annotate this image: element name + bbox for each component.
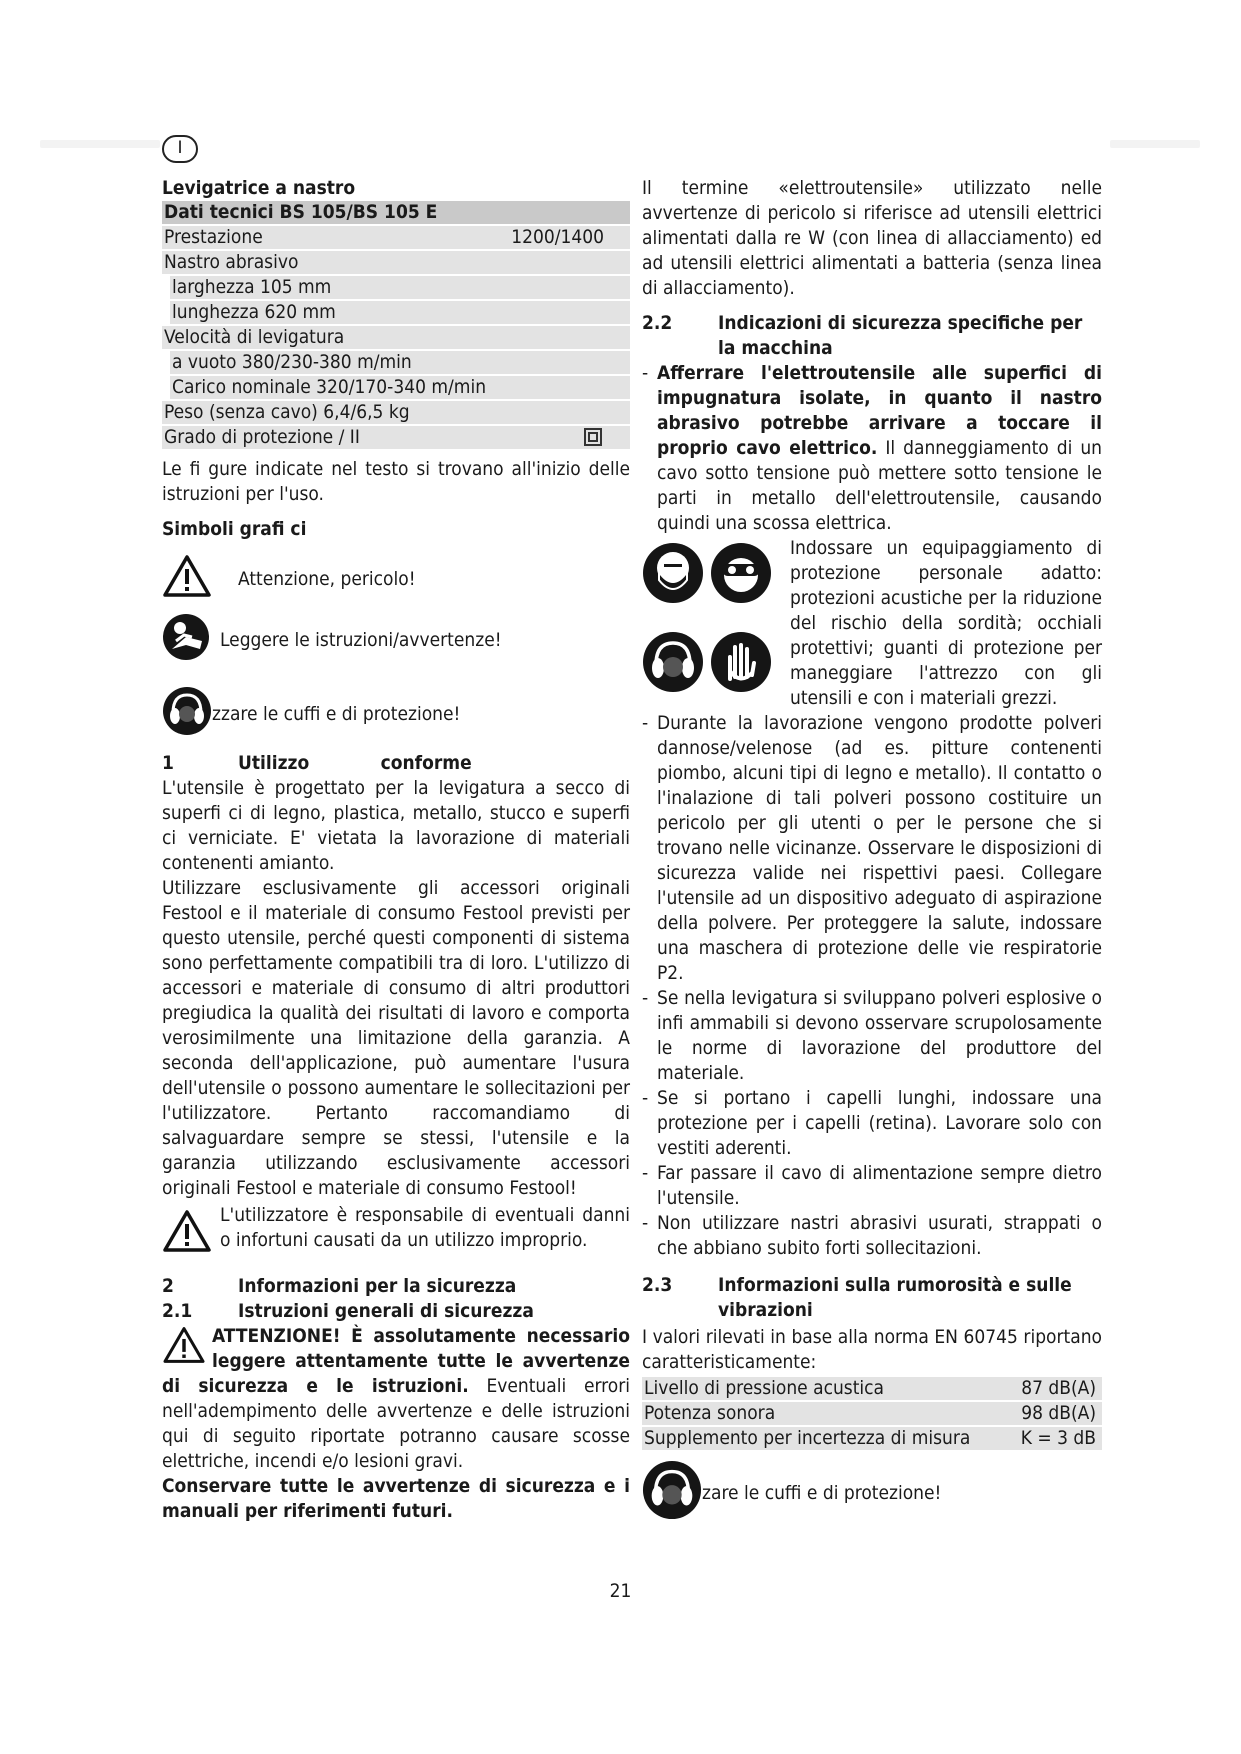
- row-value: 1200/1400: [511, 226, 604, 248]
- section-2-3-heading: [642, 1273, 1102, 1323]
- list-item: - Se nella levigatura si sviluppano polveri esplosive o infi ammabili si devono osservare scrupolosamente le norme di lavorazione del produttore del materiale.: [642, 986, 1102, 1086]
- table-row: [642, 1427, 1102, 1450]
- scan-artifact: [40, 140, 160, 148]
- warning-triangle-icon: [162, 554, 212, 605]
- ear-protection-icon: [642, 631, 704, 712]
- table-row: [162, 326, 630, 349]
- section-2-1-heading: [162, 1299, 630, 1324]
- section-title: Istruzioni generali di sicurezza: [238, 1300, 534, 1322]
- table-row: [170, 301, 630, 324]
- symbol-ear-protection: [162, 686, 630, 743]
- noise-intro: I valori rilevati in base alla norma EN 60745 riportano caratteristicamente:: [642, 1326, 1102, 1373]
- page-number: 21: [609, 1580, 632, 1602]
- left-column: [162, 176, 630, 1524]
- section-2-heading: [162, 1274, 630, 1299]
- product-title: Levigatrice a nastro: [162, 177, 356, 199]
- section-number: 2.2: [642, 312, 673, 334]
- figures-note: Le fi gure indicate nel testo si trovano all'inizio delle istruzioni per l'uso.: [162, 458, 630, 505]
- double-insulation-icon: [584, 428, 602, 449]
- symbol-warning-text: Attenzione, pericolo!: [238, 568, 416, 590]
- respirator-mask-icon: [642, 542, 704, 623]
- user-responsibility-text: L'utilizzatore è responsabile di eventuali danni o infortuni causati da un utilizzo improprio.: [220, 1204, 630, 1251]
- keep-instructions-text: Conservare tutte le avvertenze di sicurezza e i manuali per riferimenti futuri.: [162, 1475, 630, 1522]
- language-badge: I: [162, 135, 198, 163]
- list-item: - Far passare il cavo di alimentazione sempre dietro l'utensile.: [642, 1161, 1102, 1211]
- warning-triangle-icon: [162, 1326, 206, 1371]
- table-row: [162, 401, 630, 424]
- table-row: [162, 226, 630, 249]
- read-manual-icon: [162, 613, 210, 668]
- symbol-warning: [162, 554, 630, 605]
- row-label: Supplemento per incertezza di misura: [644, 1427, 971, 1449]
- ear-protection-icon: [642, 1460, 702, 1527]
- row-label: Livello di pressione acustica: [644, 1377, 885, 1399]
- attention-block: [162, 1324, 630, 1474]
- power-tool-definition: Il termine «elettroutensile» utilizzato nelle avvertenze di pericolo si riferisce ad utensili elettrici alimentati dalla re W (con linea di allacciamento) ed ad utensili elettrici alimentati a batteria (senza linea di allacciamento).: [642, 177, 1102, 299]
- symbols-heading: Simboli grafi ci: [162, 518, 307, 540]
- tech-data-table: [162, 201, 630, 449]
- gloves-icon: [710, 631, 772, 712]
- section-number: 2.3: [642, 1274, 673, 1296]
- section-1-heading: [162, 751, 630, 776]
- list-item: - Non utilizzare nastri abrasivi usurati, strappati o che abbiano subito forti sollecitazioni.: [642, 1211, 1102, 1261]
- attention-bold: ATTENZIONE! È assolutamente necessario leggere attentamente tutte le avvertenze di sicurezza e le istruzioni.: [162, 1325, 630, 1397]
- row-value: K = 3 dB: [1020, 1427, 1096, 1449]
- row-label: Velocità di levigatura: [164, 326, 345, 348]
- section-number: 1: [162, 752, 174, 774]
- safety-list: [642, 361, 1102, 536]
- scan-artifact: [1110, 140, 1200, 148]
- section-number: 2: [162, 1275, 174, 1297]
- user-responsibility-warning: [162, 1203, 630, 1260]
- section-title: Informazioni sulla rumorosità e sulle vibrazioni: [718, 1274, 1072, 1321]
- row-label: larghezza 105 mm: [172, 276, 332, 298]
- ear-protection-note: [642, 1460, 1102, 1527]
- symbol-read-manual: [162, 613, 630, 668]
- row-label: Peso (senza cavo) 6,4/6,5 kg: [164, 401, 410, 423]
- list-item: - Durante la lavorazione vengono prodotte polveri dannose/velenose (ad es. pitture contenenti piombo, alcuni tipi di legno e metallo). Il contatto o l'inalazione di tali polveri possono costituire un pericolo per gli utenti o per le persone che si trovano nelle vicinanze. Osservare le disposizioni di sicurezza valide nei rispettivi paesi. Collegare l'utensile ad un dispositivo adeguato di aspirazione della polvere. Per proteggere la salute, indossare una maschera di protezione delle vie respiratorie P2.: [642, 711, 1102, 986]
- row-label: Carico nominale 320/170-340 m/min: [172, 376, 487, 398]
- attention-rest: Eventuali errori nell'adempimento delle avvertenze e delle istruzioni qui di seguito riportate potranno causare scosse elettriche, incendi e/o lesioni gravi.: [162, 1375, 630, 1472]
- row-value: 98 dB(A): [1021, 1402, 1096, 1424]
- section-title: Informazioni per la sicurezza: [238, 1275, 517, 1297]
- list-item: [642, 361, 1102, 536]
- table-row: [162, 426, 630, 449]
- symbol-ear-text: zzare le cuffi e di protezione!: [212, 703, 461, 725]
- list-item: - Se si portano i capelli lunghi, indossare una protezione per i capelli (retina). Lavorare solo con vestiti aderenti.: [642, 1086, 1102, 1161]
- safety-list-continued: [642, 711, 1102, 1261]
- intended-use-text: L'utensile è progettato per la levigatura a secco di superfi ci di legno, plastica, metallo, stucco e superfi ci verniciate. E' vietata la lavorazione di materiali contenenti amianto.: [162, 777, 630, 874]
- item-bold: Afferrare l'elettroutensile alle superfici di impugnatura isolate, in quanto il nastro abrasivo potrebbe arrivare a toccare il proprio cavo elettrico.: [657, 362, 1102, 459]
- table-row: [642, 1402, 1102, 1425]
- table-header: Dati tecnici BS 105/BS 105 E: [162, 201, 630, 224]
- table-row: [162, 251, 630, 274]
- ppe-icons: [642, 536, 790, 711]
- section-number: 2.1: [162, 1300, 193, 1322]
- table-row: [170, 276, 630, 299]
- row-label: Potenza sonora: [644, 1402, 776, 1424]
- row-label: Nastro abrasivo: [164, 251, 299, 273]
- section-2-2-heading: [642, 311, 1102, 361]
- right-column: [642, 176, 1102, 1535]
- noise-table: [642, 1377, 1102, 1450]
- table-row: [642, 1377, 1102, 1400]
- table-row: [170, 351, 630, 374]
- section-title: Utilizzo conforme: [238, 752, 472, 774]
- accessories-text: Utilizzare esclusivamente gli accessori originali Festool e il materiale di consumo Festool previsti per questo utensile, perché questi componenti di sistema sono perfettamente compatibili tra di loro. L'utilizzo di accessori e materiale di consumo di altri produttori pregiudica la qualità dei risultati di lavoro e comporta verosimilmente una limitazione della garanzia. A seconda dell'applicazione, può aumentare l'usura dell'utensile o possono aumentare le sollecitazioni per l'utilizzatore. Pertanto raccomandiamo di salvaguardare sempre se stessi, l'utensile e la garanzia utilizzando esclusivamente accessori originali Festool e materiale di consumo Festool!: [162, 877, 630, 1199]
- ear-protection-text: zare le cuffi e di protezione!: [702, 1482, 942, 1504]
- ppe-text: Indossare un equipaggiamento di protezione personale adatto: protezioni acustiche per la riduzione del rischio della sordità; occhiali protettivi; guanti di protezione per maneggiare l'attrezzo con gli utensili e con i materiali grezzi.: [790, 537, 1102, 709]
- ppe-block: [642, 536, 1102, 711]
- row-value: 87 dB(A): [1021, 1377, 1096, 1399]
- item-rest: Il danneggiamento di un cavo sotto tensione può mettere sotto tensione le parti in metallo dell'elettroutensile, causando quindi una scossa elettrica.: [657, 437, 1102, 534]
- ear-protection-icon: [162, 686, 212, 743]
- row-label: Prestazione: [164, 226, 263, 248]
- attention-text: [162, 1324, 630, 1474]
- table-row: [170, 376, 630, 399]
- row-label: a vuoto 380/230-380 m/min: [172, 351, 412, 373]
- warning-triangle-icon: [162, 1209, 212, 1260]
- symbol-read-text: Leggere le istruzioni/avvertenze!: [220, 629, 502, 651]
- row-label: Grado di protezione / II: [164, 426, 360, 448]
- row-label: lunghezza 620 mm: [172, 301, 336, 323]
- safety-goggles-icon: [710, 542, 772, 623]
- section-title: Indicazioni di sicurezza specifiche per la macchina: [718, 312, 1083, 359]
